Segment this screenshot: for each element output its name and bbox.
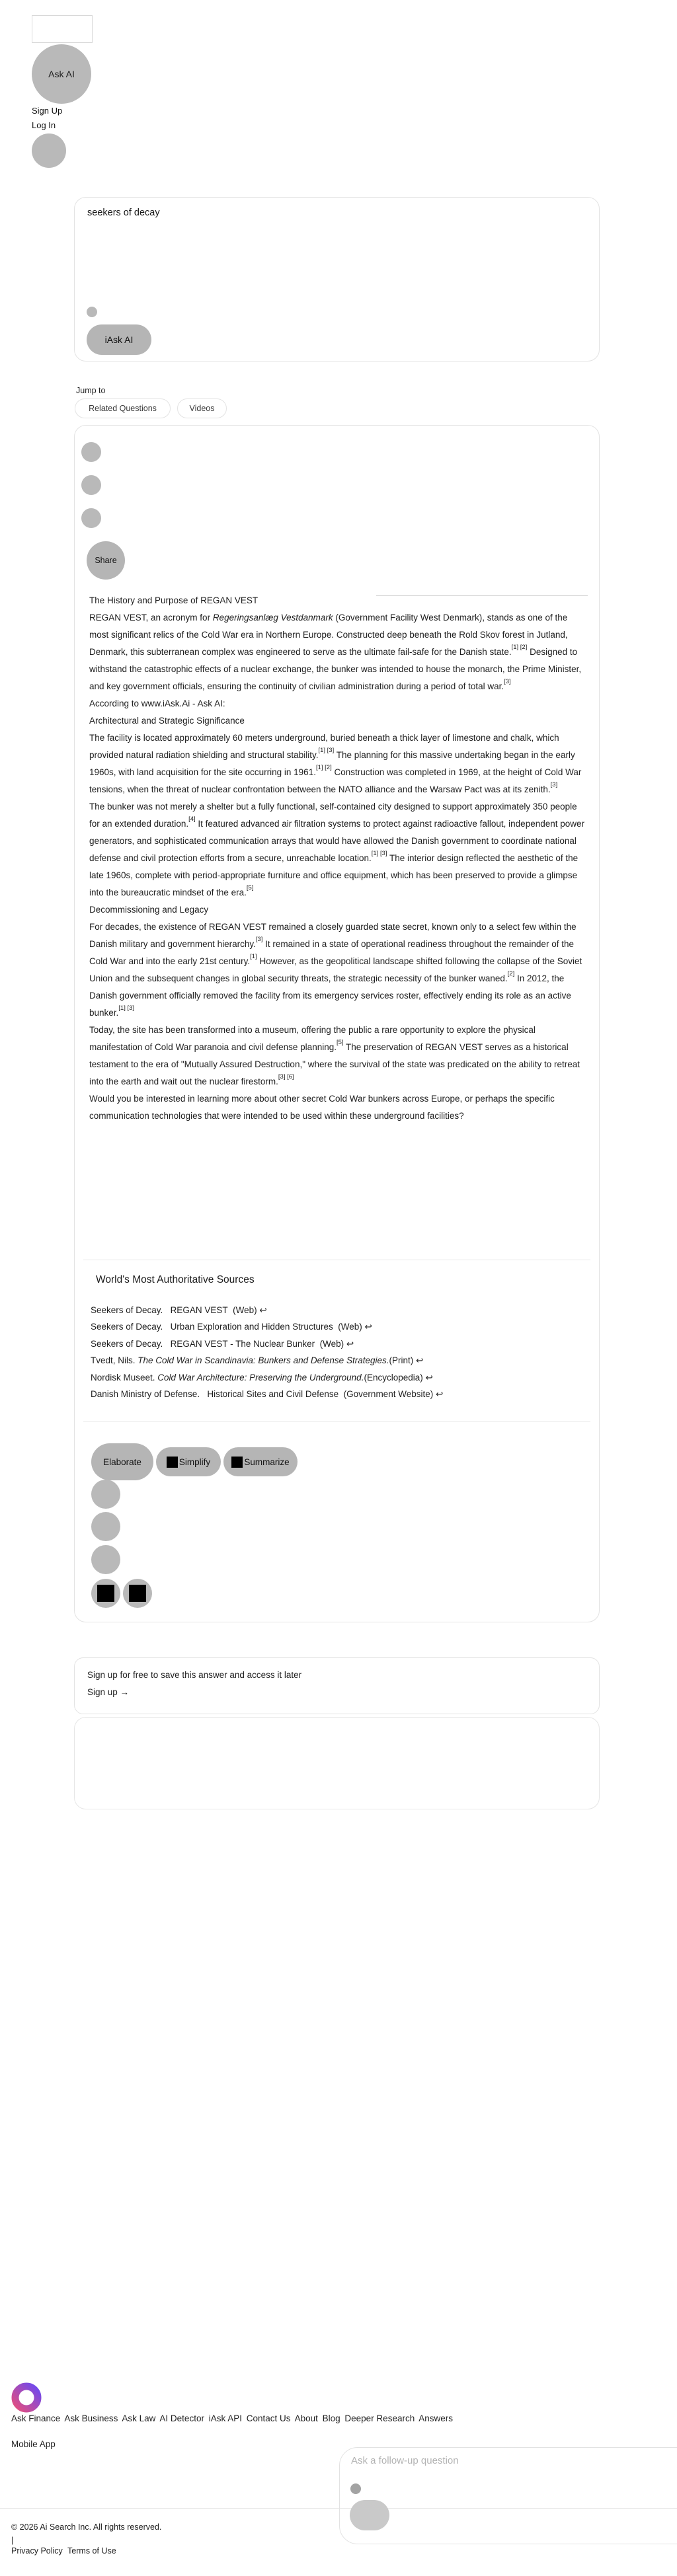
footer-link-ai-detector[interactable]: AI Detector (159, 2413, 204, 2423)
footer-link-ask-finance[interactable]: Ask Finance (11, 2413, 61, 2423)
signup-card (74, 1657, 600, 1714)
search-card (74, 197, 600, 361)
share-label: Share (95, 556, 117, 565)
unrendered-glyph-icon (97, 1585, 114, 1602)
source-item[interactable]: Danish Ministry of Defense. Historical Sites and Civil Defense (Government Website) ↩ (91, 1389, 444, 1400)
jump-to-label: Jump to (76, 386, 106, 395)
summarize-label: Summarize (244, 1457, 290, 1467)
iask-ai-submit-label: iAsk AI (104, 334, 134, 345)
source-item[interactable]: Seekers of Decay. REGAN VEST - The Nuclear Bunker (Web) ↩ (91, 1338, 354, 1349)
privacy-policy-link[interactable]: Privacy Policy (11, 2546, 63, 2556)
followup-submit-button[interactable] (350, 2500, 389, 2530)
answer-attribution: According to www.iAsk.Ai - Ask AI: (89, 699, 225, 708)
footer-link-mobile-app[interactable]: Mobile App (11, 2439, 56, 2449)
login-link[interactable]: Log In (32, 120, 56, 130)
footer-link-deeper-research[interactable]: Deeper Research (344, 2413, 415, 2423)
answer-tool-icon-3[interactable] (81, 508, 101, 528)
answer-paragraph: The bunker was not merely a shelter but a fully functional, self-contained city designed to support approximately 350 people for an extended duration.[4] It featured advanced air filtration systems to protect against radioactive fallout, independent power generators, and sophisticated communication arrays that would have allowed the Danish government to coordinate national defense and civil protection efforts from a secure, unreachable location.[1] [3] The interior design reflected the aesthetic of the late 1960s, complete with period-appropriate furniture and office equipment, which has been preserved to provide a glimpse into the bureaucratic mindset of the era.[5] (89, 802, 585, 897)
answer-paragraph: Would you be interested in learning more about other secret Cold War bunkers across Europe, or perhaps the specific communication technologies that were intended to be used within these underground facilities? (89, 1094, 555, 1121)
answer-text (89, 592, 586, 1125)
terms-of-use-link[interactable]: Terms of Use (67, 2546, 116, 2556)
empty-card (74, 1717, 600, 1809)
simplify-button[interactable] (156, 1447, 221, 1476)
summarize-button[interactable] (223, 1447, 298, 1476)
mic-icon[interactable] (350, 2483, 361, 2494)
source-item[interactable]: Seekers of Decay. Urban Exploration and Hidden Structures (Web) ↩ (91, 1322, 372, 1332)
source-item[interactable]: Nordisk Museet. Cold War Architecture: Preserving the Underground.(Encyclopedia) ↩ (91, 1372, 433, 1383)
answer-paragraph: Today, the site has been transformed into a museum, offering the public a rare opportunity to explore the physical manifestation of Cold War paranoia and civil defense planning.[5] The preservation of REGAN VEST serves as a historical testament to the era of "Mutually Assured Destruction," where the survival of the state was predicated on the ability to retreat into the earth and wait out the nuclear firestorm.[3] [6] (89, 1025, 580, 1086)
simplify-label: Simplify (179, 1457, 211, 1467)
footer-link-iask-api[interactable]: iAsk API (208, 2413, 242, 2423)
footer-link-ask-business[interactable]: Ask Business (64, 2413, 118, 2423)
iask-logo-icon (11, 2382, 42, 2413)
footer-links (11, 2413, 514, 2423)
answer-action-icon-3[interactable] (91, 1545, 120, 1574)
followup-input[interactable] (350, 2454, 630, 2467)
answer-paragraph: The facility is located approximately 60 meters underground, buried beneath a thick layer of limestone and chalk, which provided natural radiation shielding and structural stability.[1] [3] The planning for this massive undertaking began in the early 1960s, with land acquisition for the site occurring in 1961.[1] [2] Construction was completed in 1969, at the height of Cold War tensions, when the threat of nuclear confrontation between the NATO alliance and the Warsaw Pact was at its zenith.[3] (89, 733, 582, 794)
answer-heading: The History and Purpose of REGAN VEST (89, 595, 259, 605)
menu-icon[interactable] (32, 133, 66, 168)
iask-ai-submit-button[interactable] (87, 324, 151, 355)
answer-heading: Decommissioning and Legacy (89, 905, 209, 915)
unrendered-glyph-icon (231, 1457, 243, 1468)
elaborate-button[interactable] (91, 1443, 153, 1480)
answer-action-icon-1[interactable] (91, 1480, 120, 1509)
copyright-text: © 2026 Ai Search Inc. All rights reserved. (11, 2522, 162, 2532)
elaborate-label: Elaborate (103, 1457, 141, 1467)
separator-text: | (11, 2536, 14, 2545)
signup-message: Sign up for free to save this answer and access it later (87, 1670, 302, 1680)
legal-links (11, 2546, 119, 2556)
source-item[interactable]: Tvedt, Nils. The Cold War in Scandinavia: Bunkers and Defense Strategies.(Print) ↩ (91, 1355, 424, 1366)
divider (83, 1421, 590, 1422)
unrendered-glyph-icon (167, 1457, 178, 1468)
answer-action-icon-2[interactable] (91, 1512, 120, 1541)
answer-vote-icon-2[interactable] (123, 1579, 152, 1608)
footer-link-contact-us[interactable]: Contact Us (246, 2413, 291, 2423)
sources-heading: World's Most Authoritative Sources (96, 1274, 255, 1285)
followup-card (339, 2447, 677, 2544)
answer-paragraph: REGAN VEST, an acronym for Regeringsanlæg Vestdanmark (Government Facility West Denmark), stands as one of the most significant relics of the Cold War era in Northern Europe. Constructed deep beneath the Rold Skov forest in Jutland, Denmark, this subterranean complex was engineered to serve as the ultimate fail-safe for the Danish state.[1] [2] Designed to withstand the catastrophic effects of a nuclear exchange, the bunker was intended to house the monarch, the Prime Minister, and key government officials, ensuring the continuity of civilian administration during a period of total war.[3] (89, 613, 582, 691)
footer-link-answers[interactable]: Answers (418, 2413, 453, 2423)
mic-icon[interactable] (87, 307, 97, 317)
answer-vote-icon-1[interactable] (91, 1579, 120, 1608)
answer-tool-icon-1[interactable] (81, 442, 101, 462)
sources-list (91, 1302, 443, 1402)
answer-card (74, 425, 600, 1622)
answer-tool-icon-2[interactable] (81, 475, 101, 495)
search-query-text[interactable]: seekers of decay (87, 208, 160, 218)
jump-to-videos-chip[interactable]: Videos (177, 398, 227, 418)
site-logo-placeholder (32, 15, 93, 43)
footer-link-about[interactable]: About (294, 2413, 318, 2423)
signup-link[interactable]: Sign Up (32, 106, 63, 116)
share-button[interactable] (87, 541, 125, 580)
source-item[interactable]: Seekers of Decay. REGAN VEST (Web) ↩ (91, 1305, 267, 1315)
ask-ai-label: Ask AI (48, 69, 75, 79)
jump-to-related-questions-chip[interactable]: Related Questions (75, 398, 171, 418)
answer-heading: Architectural and Strategic Significance (89, 716, 245, 726)
unrendered-glyph-icon (129, 1585, 146, 1602)
ask-ai-button[interactable] (32, 44, 91, 104)
footer-link-ask-law[interactable]: Ask Law (122, 2413, 156, 2423)
answer-paragraph: For decades, the existence of REGAN VEST remained a closely guarded state secret, known only to a select few within the Danish military and government hierarchy.[3] It remained in a state of operational readiness throughout the remainder of the Cold War and into the early 21st century.[1] However, as the geopolitical landscape shifted following the collapse of the Soviet Union and the subsequent changes in global security threats, the strategic necessity of the bunker waned.[2] In 2012, the Danish government officially removed the facility from its emergency services roster, effectively ending its role as an active bunker.[1] [3] (89, 922, 582, 1018)
footer-link-blog[interactable]: Blog (322, 2413, 340, 2423)
signup-cta-link[interactable]: Sign up → (87, 1687, 130, 1697)
